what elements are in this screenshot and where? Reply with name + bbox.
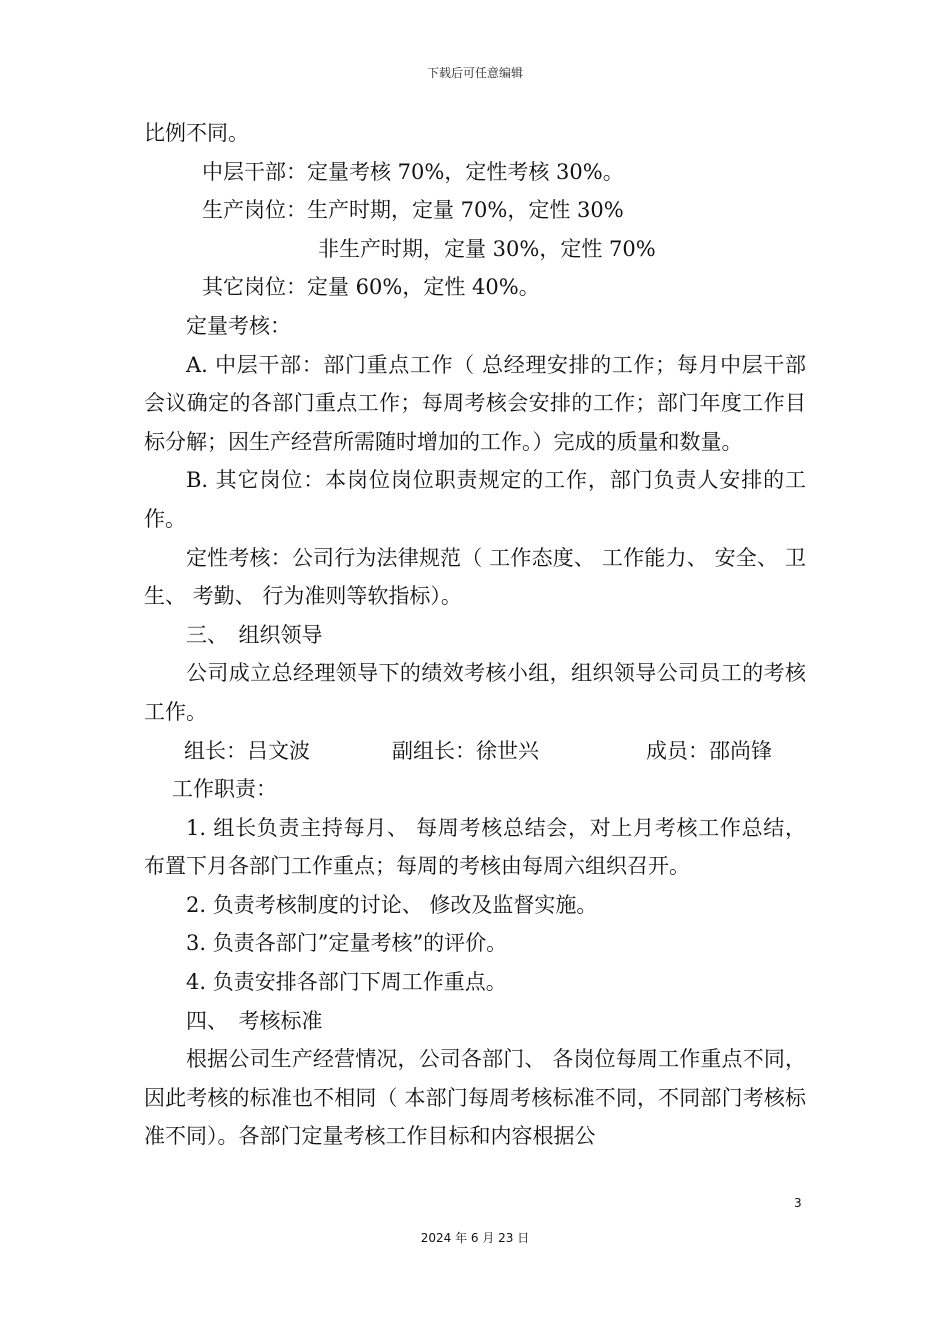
page-number: 3 bbox=[794, 1196, 802, 1210]
team-deputy: 副组长：徐世兴 bbox=[392, 738, 539, 763]
section-heading: 三、 组织领导 bbox=[186, 622, 323, 647]
text-line: 中层干部：定量考核 70%，定性考核 30%。 bbox=[202, 159, 624, 184]
paragraph: B. 其它岗位：本岗位岗位职责规定的工作，部门负责人安排的工作。 bbox=[144, 468, 806, 531]
text-line: 生产岗位：生产时期，定量 70%，定性 30% bbox=[202, 198, 624, 223]
text-line: 比例不同。 bbox=[144, 121, 249, 145]
paragraph: A. 中层干部：部门重点工作（ 总经理安排的工作；每月中层干部会议确定的各部门重点工作；每周考核会安排的工作；部门年度工作目标分解；因生产经营所需随时增加的工作。）完成的质量和数量。 bbox=[144, 352, 806, 454]
text-line: 非生产时期，定量 30%，定性 70% bbox=[318, 236, 656, 261]
paragraph: 根据公司生产经营情况，公司各部门、 各岗位每周工作重点不同，因此考核的标准也不相同（ 本部门每周考核标准不同，不同部门考核标准不同）。各部门定量考核工作目标和内容根据公 bbox=[144, 1047, 806, 1149]
page-header: 下载后可任意编辑 bbox=[426, 66, 523, 80]
team-leader: 组长：吕文波 bbox=[184, 738, 310, 763]
section-label: 定量考核： bbox=[186, 313, 291, 338]
paragraph: 公司成立总经理领导下的绩效考核小组，组织领导公司员工的考核工作。 bbox=[144, 661, 806, 724]
document-body bbox=[144, 114, 806, 1156]
team-member: 成员：邵尚锋 bbox=[646, 738, 772, 763]
section-heading: 四、 考核标准 bbox=[186, 1008, 323, 1033]
section-label: 工作职责： bbox=[172, 777, 277, 802]
duty-item: 3. 负责各部门”定量考核”的评价。 bbox=[186, 931, 508, 956]
duty-item: 4. 负责安排各部门下周工作重点。 bbox=[186, 970, 507, 995]
team-members-row bbox=[144, 732, 806, 771]
text-line: 其它岗位：定量 60%，定性 40%。 bbox=[202, 275, 540, 300]
page-footer-date: 2024 年 6 月 23 日 bbox=[420, 1231, 530, 1245]
duty-item: 2. 负责考核制度的讨论、 修改及监督实施。 bbox=[186, 892, 598, 917]
duty-item: 1. 组长负责主持每月、 每周考核总结会，对上月考核工作总结，布置下月各部门工作重点；每周的考核由每周六组织召开。 bbox=[144, 815, 806, 879]
paragraph: 定性考核：公司行为法律规范（ 工作态度、 工作能力、 安全、 卫生、 考勤、 行为准则等软指标）。 bbox=[144, 545, 806, 609]
